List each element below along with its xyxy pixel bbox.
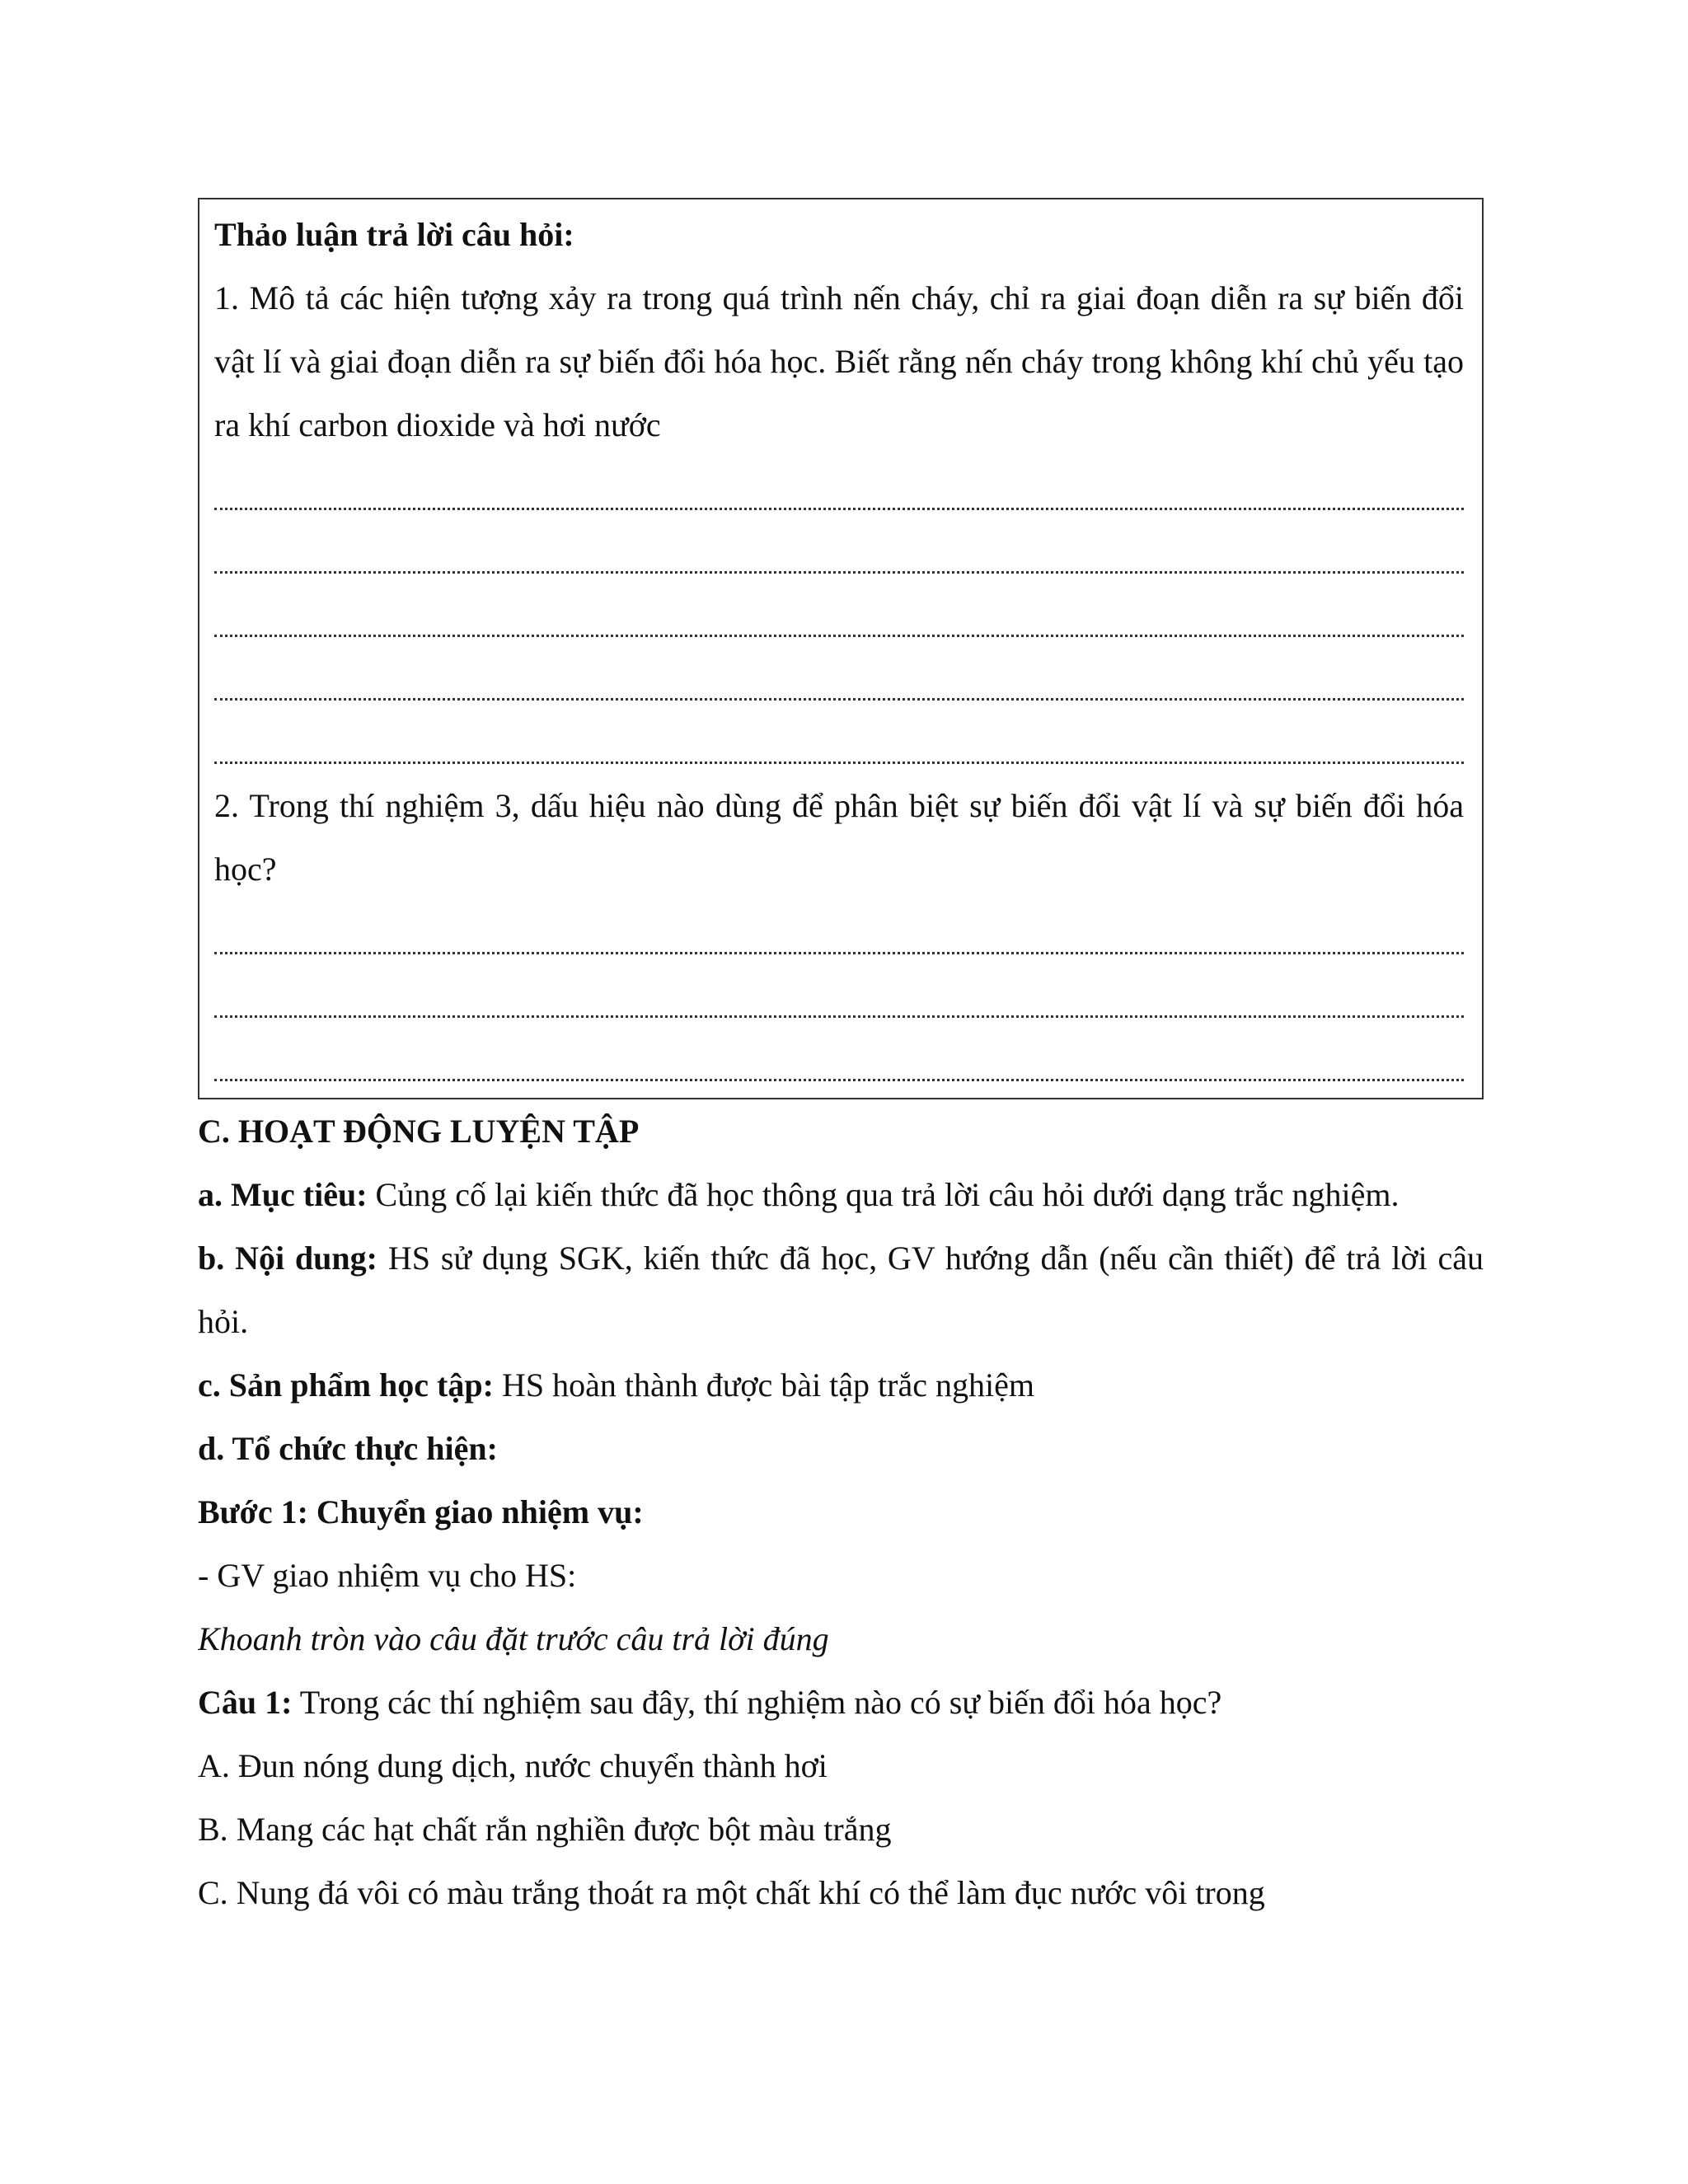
answer-line[interactable] bbox=[214, 520, 1464, 583]
product-text: HS hoàn thành được bài tập trắc nghiệm bbox=[493, 1366, 1034, 1404]
cau-1-label: Câu 1: bbox=[198, 1684, 293, 1721]
step-1-heading: Bước 1: Chuyển giao nhiệm vụ: bbox=[198, 1493, 644, 1530]
question-cau-1 bbox=[198, 1671, 1484, 1734]
answer-line[interactable] bbox=[214, 583, 1464, 647]
answer-line[interactable] bbox=[214, 964, 1464, 1028]
content-label: b. Nội dung: bbox=[198, 1240, 377, 1277]
objective-label: a. Mục tiêu: bbox=[198, 1176, 368, 1213]
objective-text: Củng cố lại kiến thức đã học thông qua trả lời câu hỏi dưới dạng trắc nghiệm. bbox=[367, 1176, 1400, 1213]
organization-label: d. Tổ chức thực hiện: bbox=[198, 1430, 498, 1467]
answer-line[interactable] bbox=[214, 647, 1464, 710]
product-label: c. Sản phẩm học tập: bbox=[198, 1366, 494, 1404]
objective-paragraph bbox=[198, 1163, 1484, 1226]
cau-1-text: Trong các thí nghiệm sau đây, thí nghiệm nào có sự biến đổi hóa học? bbox=[292, 1684, 1222, 1721]
option-a: A. Đun nóng dung dịch, nước chuyển thành hơi bbox=[198, 1747, 828, 1784]
gv-task: - GV giao nhiệm vụ cho HS: bbox=[198, 1557, 577, 1594]
answer-line[interactable] bbox=[214, 457, 1464, 520]
document-page bbox=[198, 198, 1484, 1924]
product-paragraph bbox=[198, 1353, 1484, 1417]
option-b: B. Mang các hạt chất rắn nghiền được bột màu trắng bbox=[198, 1811, 892, 1848]
content-text: HS sử dụng SGK, kiến thức đã học, GV hướng dẫn (nếu cần thiết) để trả lời câu hỏi. bbox=[198, 1240, 1484, 1340]
discussion-heading: Thảo luận trả lời câu hỏi: bbox=[214, 216, 574, 253]
answer-line[interactable] bbox=[214, 901, 1464, 964]
option-c: C. Nung đá vôi có màu trắng thoát ra một chất khí có thể làm đục nước vôi trong bbox=[198, 1874, 1265, 1911]
answer-line[interactable] bbox=[214, 1028, 1464, 1091]
practice-section bbox=[198, 1099, 1484, 1924]
question-2: 2. Trong thí nghiệm 3, dấu hiệu nào dùng để phân biệt sự biến đổi vật lí và sự biến đổi hóa học? bbox=[214, 787, 1464, 888]
question-1: 1. Mô tả các hiện tượng xảy ra trong quá trình nến cháy, chỉ ra giai đoạn diễn ra sự biến đổi vật lí và giai đoạn diễn ra sự biến đổi hóa học. Biết rằng nến cháy trong không khí chủ yếu tạo ra khí carbon dioxide và hơi nước bbox=[214, 279, 1464, 443]
instruction: Khoanh tròn vào câu đặt trước câu trả lời đúng bbox=[198, 1620, 829, 1657]
content-paragraph bbox=[198, 1226, 1484, 1353]
section-title: C. HOẠT ĐỘNG LUYỆN TẬP bbox=[198, 1113, 640, 1150]
discussion-box bbox=[198, 198, 1484, 1099]
answer-line[interactable] bbox=[214, 710, 1464, 774]
